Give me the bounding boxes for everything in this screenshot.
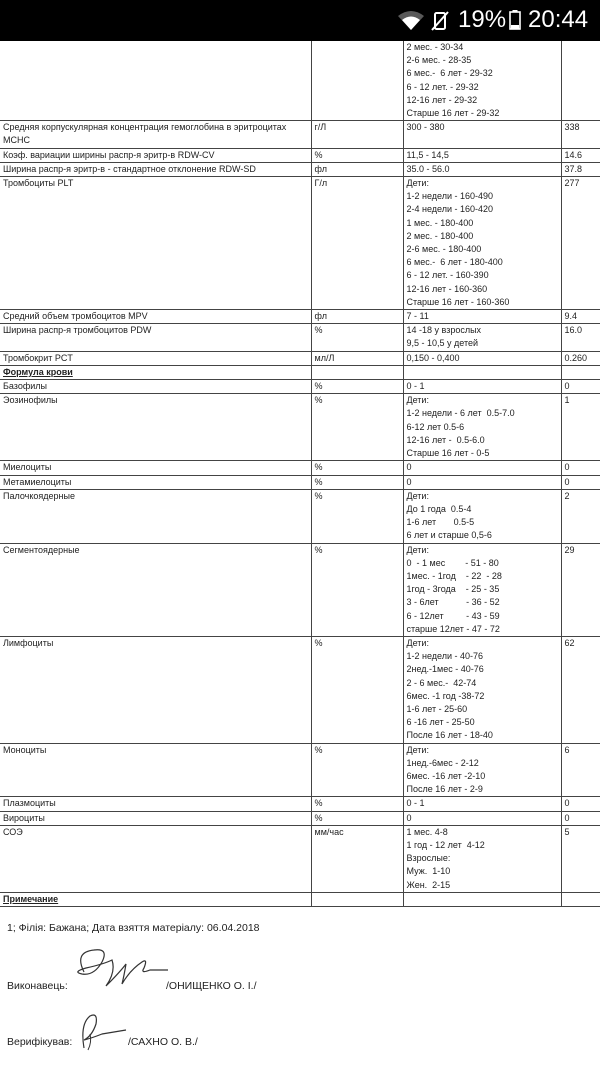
test-name: Коэф. вариации ширины распр-я эритр-в RDW-CV: [0, 148, 311, 162]
test-unit: %: [311, 543, 403, 636]
reference-line: 6 - 12 лет. - 29-32: [406, 81, 479, 92]
test-result: 0.260: [561, 351, 600, 365]
battery-icon: [509, 10, 521, 30]
reference-line: После 16 лет - 2-9: [406, 784, 483, 795]
reference-line: 35.0 - 56.0: [406, 163, 450, 174]
test-result: 0: [561, 797, 600, 811]
reference-line: 2 мес. - 180-400: [406, 230, 474, 241]
performer-name: /ОНИЩЕНКО О. І./: [166, 980, 257, 992]
reference-line: 0: [406, 476, 412, 487]
reference-range: [403, 797, 561, 811]
test-result: 338: [561, 121, 600, 148]
reference-line: 6-12 лет 0.5-6: [406, 421, 465, 432]
lab-results-document: [0, 41, 600, 907]
reference-line: До 1 года 0.5-4: [406, 503, 472, 514]
test-name: Плазмоциты: [0, 797, 311, 811]
test-result: 16.0: [561, 324, 600, 351]
reference-line: 6 лет и старше 0,5-6: [406, 530, 492, 541]
reference-line: 1-2 недели - 40-76: [406, 651, 484, 662]
branch-line: 1; Філія: Бажана; Дата взяття матеріалу: 06.04.2018: [7, 922, 260, 934]
status-bar: [0, 0, 600, 41]
test-name: Средняя корпускулярная концентрация гемоглобина в эритроцитах МСНС: [0, 121, 311, 148]
reference-line: 0: [406, 462, 412, 473]
reference-range: [403, 543, 561, 636]
reference-line: 0 - 1: [406, 381, 425, 392]
reference-line: 0,150 - 0,400: [406, 352, 460, 363]
test-unit: %: [311, 475, 403, 489]
result-row: [0, 351, 600, 365]
test-unit: %: [311, 797, 403, 811]
test-name: Вироциты: [0, 811, 311, 825]
test-name: Палочкоядерные: [0, 489, 311, 543]
reference-line: 2-4 недели - 160-420: [406, 204, 494, 215]
reference-line: Старше 16 лет - 29-32: [406, 108, 500, 119]
clock: 20:44: [528, 6, 589, 33]
test-unit: Г/л: [311, 177, 403, 310]
reference-range: [403, 636, 561, 743]
result-row: [0, 394, 600, 461]
test-result: 14.6: [561, 148, 600, 162]
reference-line: 6мес. -1 год -38-72: [406, 690, 485, 701]
reference-line: После 16 лет - 18-40: [406, 730, 493, 741]
test-name: Ширина распр-я тромбоцитов PDW: [0, 324, 311, 351]
reference-line: 300 - 380: [406, 122, 445, 133]
test-result: 277: [561, 177, 600, 310]
reference-line: 1 мес. 4-8: [406, 826, 448, 837]
section-row: [0, 892, 600, 906]
reference-line: 3 - 6лет - 36 - 52: [406, 597, 500, 608]
result-row: [0, 310, 600, 324]
reference-line: 0: [406, 812, 412, 823]
test-unit: %: [311, 811, 403, 825]
reference-line: 1нед.-6мес - 2-12: [406, 757, 479, 768]
test-unit: [311, 365, 403, 379]
reference-line: 11,5 - 14,5: [406, 149, 449, 160]
reference-line: 6 мес.- 6 лет - 29-32: [406, 68, 493, 79]
section-row: [0, 365, 600, 379]
result-row: [0, 162, 600, 176]
test-result: [561, 41, 600, 121]
battery-percent: 19%: [458, 6, 507, 33]
result-row: [0, 380, 600, 394]
reference-line: 1мес. - 1год - 22 - 28: [406, 570, 502, 581]
test-name: Ширина распр-я эритр-в - стандартное отклонение RDW-SD: [0, 162, 311, 176]
test-unit: %: [311, 394, 403, 461]
test-unit: %: [311, 461, 403, 475]
reference-line: Дети:: [406, 544, 429, 555]
reference-range: [403, 394, 561, 461]
result-row: [0, 41, 600, 121]
reference-line: 0 - 1: [406, 798, 425, 809]
test-name: Моноциты: [0, 743, 311, 797]
result-row: [0, 121, 600, 148]
result-row: [0, 148, 600, 162]
result-row: [0, 743, 600, 797]
test-result: 9.4: [561, 310, 600, 324]
reference-range: [403, 324, 561, 351]
performer-signature: [64, 942, 174, 994]
reference-line: 1 год - 12 лет 4-12: [406, 839, 485, 850]
vibrate-mute-icon: [430, 10, 450, 32]
reference-line: 6 мес.- 6 лет - 180-400: [406, 257, 503, 268]
test-unit: %: [311, 636, 403, 743]
reference-line: Дети:: [406, 637, 429, 648]
reference-range: [403, 811, 561, 825]
test-result: 62: [561, 636, 600, 743]
reference-range: [403, 380, 561, 394]
reference-range: [403, 148, 561, 162]
test-unit: мл/Л: [311, 351, 403, 365]
reference-line: 1год - 3года - 25 - 35: [406, 584, 500, 595]
wifi-icon: [396, 8, 426, 32]
reference-range: [403, 461, 561, 475]
test-unit: [311, 41, 403, 121]
reference-line: старше 12лет - 47 - 72: [406, 623, 500, 634]
reference-line: 14 -18 у взрослых: [406, 325, 482, 336]
test-unit: [311, 892, 403, 906]
test-result: 1: [561, 394, 600, 461]
test-name: [0, 41, 311, 121]
reference-range: [403, 825, 561, 892]
performer-label: Виконавець:: [7, 980, 68, 992]
test-name: Тромбокрит PCT: [0, 351, 311, 365]
test-result: [561, 365, 600, 379]
reference-range: [403, 489, 561, 543]
reference-range: [403, 475, 561, 489]
test-unit: %: [311, 324, 403, 351]
test-result: [561, 892, 600, 906]
reference-line: 1-2 недели - 160-490: [406, 191, 494, 202]
reference-range: [403, 162, 561, 176]
verifier-name: /САХНО О. В./: [128, 1036, 198, 1048]
test-name: Тромбоциты PLT: [0, 177, 311, 310]
reference-range: [403, 177, 561, 310]
test-result: 37.8: [561, 162, 600, 176]
test-name: Средний объем тромбоцитов MPV: [0, 310, 311, 324]
test-result: 2: [561, 489, 600, 543]
test-result: 0: [561, 461, 600, 475]
test-result: 6: [561, 743, 600, 797]
reference-line: 1-6 лет - 25-60: [406, 703, 468, 714]
reference-line: 6 - 12лет - 43 - 59: [406, 610, 500, 621]
verifier-signature: [70, 1004, 130, 1054]
test-result: 5: [561, 825, 600, 892]
reference-range: [403, 892, 561, 906]
reference-line: Старше 16 лет - 0-5: [406, 448, 490, 459]
reference-line: Старше 16 лет - 160-360: [406, 296, 510, 307]
test-unit: фл: [311, 162, 403, 176]
test-unit: мм/час: [311, 825, 403, 892]
reference-range: [403, 41, 561, 121]
test-result: 29: [561, 543, 600, 636]
result-row: [0, 177, 600, 310]
result-row: [0, 324, 600, 351]
reference-line: 9,5 - 10,5 у детей: [406, 338, 479, 349]
test-name: Базофилы: [0, 380, 311, 394]
reference-line: 2 - 6 мес.- 42-74: [406, 677, 477, 688]
test-unit: %: [311, 148, 403, 162]
reference-line: 7 - 11: [406, 311, 429, 322]
reference-line: 0 - 1 мес - 51 - 80: [406, 557, 499, 568]
reference-line: 1-6 лет 0.5-5: [406, 517, 475, 528]
reference-range: [403, 121, 561, 148]
test-unit: %: [311, 380, 403, 394]
reference-line: Дети:: [406, 744, 429, 755]
test-unit: фл: [311, 310, 403, 324]
test-name: СОЭ: [0, 825, 311, 892]
reference-range: [403, 365, 561, 379]
reference-line: 6 - 12 лет. - 160-390: [406, 270, 489, 281]
reference-range: [403, 351, 561, 365]
result-row: [0, 461, 600, 475]
reference-line: 12-16 лет - 160-360: [406, 283, 488, 294]
reference-line: 1 мес. - 180-400: [406, 217, 474, 228]
reference-line: 12-16 лет - 0.5-6.0: [406, 434, 485, 445]
results-table: [0, 41, 600, 907]
reference-line: 2-6 мес. - 180-400: [406, 244, 482, 255]
test-unit: %: [311, 743, 403, 797]
reference-line: 6мес. -16 лет -2-10: [406, 770, 486, 781]
test-result: 0: [561, 380, 600, 394]
reference-line: 2нед.-1мес - 40-76: [406, 664, 484, 675]
reference-line: 2-6 мес. - 28-35: [406, 55, 472, 66]
test-name: Миелоциты: [0, 461, 311, 475]
reference-line: Взрослые:: [406, 853, 451, 864]
result-row: [0, 825, 600, 892]
reference-range: [403, 310, 561, 324]
test-name: Эозинофилы: [0, 394, 311, 461]
reference-range: [403, 743, 561, 797]
verifier-label: Верифікував:: [7, 1036, 73, 1048]
reference-line: Дети:: [406, 178, 429, 189]
test-result: 0: [561, 811, 600, 825]
test-name: Сегментоядерные: [0, 543, 311, 636]
test-name: Примечание: [0, 892, 311, 906]
test-unit: %: [311, 489, 403, 543]
reference-line: 1-2 недели - 6 лет 0.5-7.0: [406, 408, 515, 419]
test-name: Метамиелоциты: [0, 475, 311, 489]
result-row: [0, 797, 600, 811]
reference-line: 6 -16 лет - 25-50: [406, 717, 475, 728]
test-name: Лимфоциты: [0, 636, 311, 743]
test-name: Формула крови: [0, 365, 311, 379]
result-row: [0, 811, 600, 825]
reference-line: 12-16 лет - 29-32: [406, 94, 478, 105]
result-row: [0, 475, 600, 489]
reference-line: Дети:: [406, 395, 429, 406]
reference-line: Муж. 1-10: [406, 866, 451, 877]
reference-line: Дети:: [406, 490, 429, 501]
test-unit: г/Л: [311, 121, 403, 148]
reference-line: 2 мес. - 30-34: [406, 42, 464, 52]
test-result: 0: [561, 475, 600, 489]
result-row: [0, 636, 600, 743]
reference-line: Жен. 2-15: [406, 879, 451, 890]
result-row: [0, 543, 600, 636]
result-row: [0, 489, 600, 543]
